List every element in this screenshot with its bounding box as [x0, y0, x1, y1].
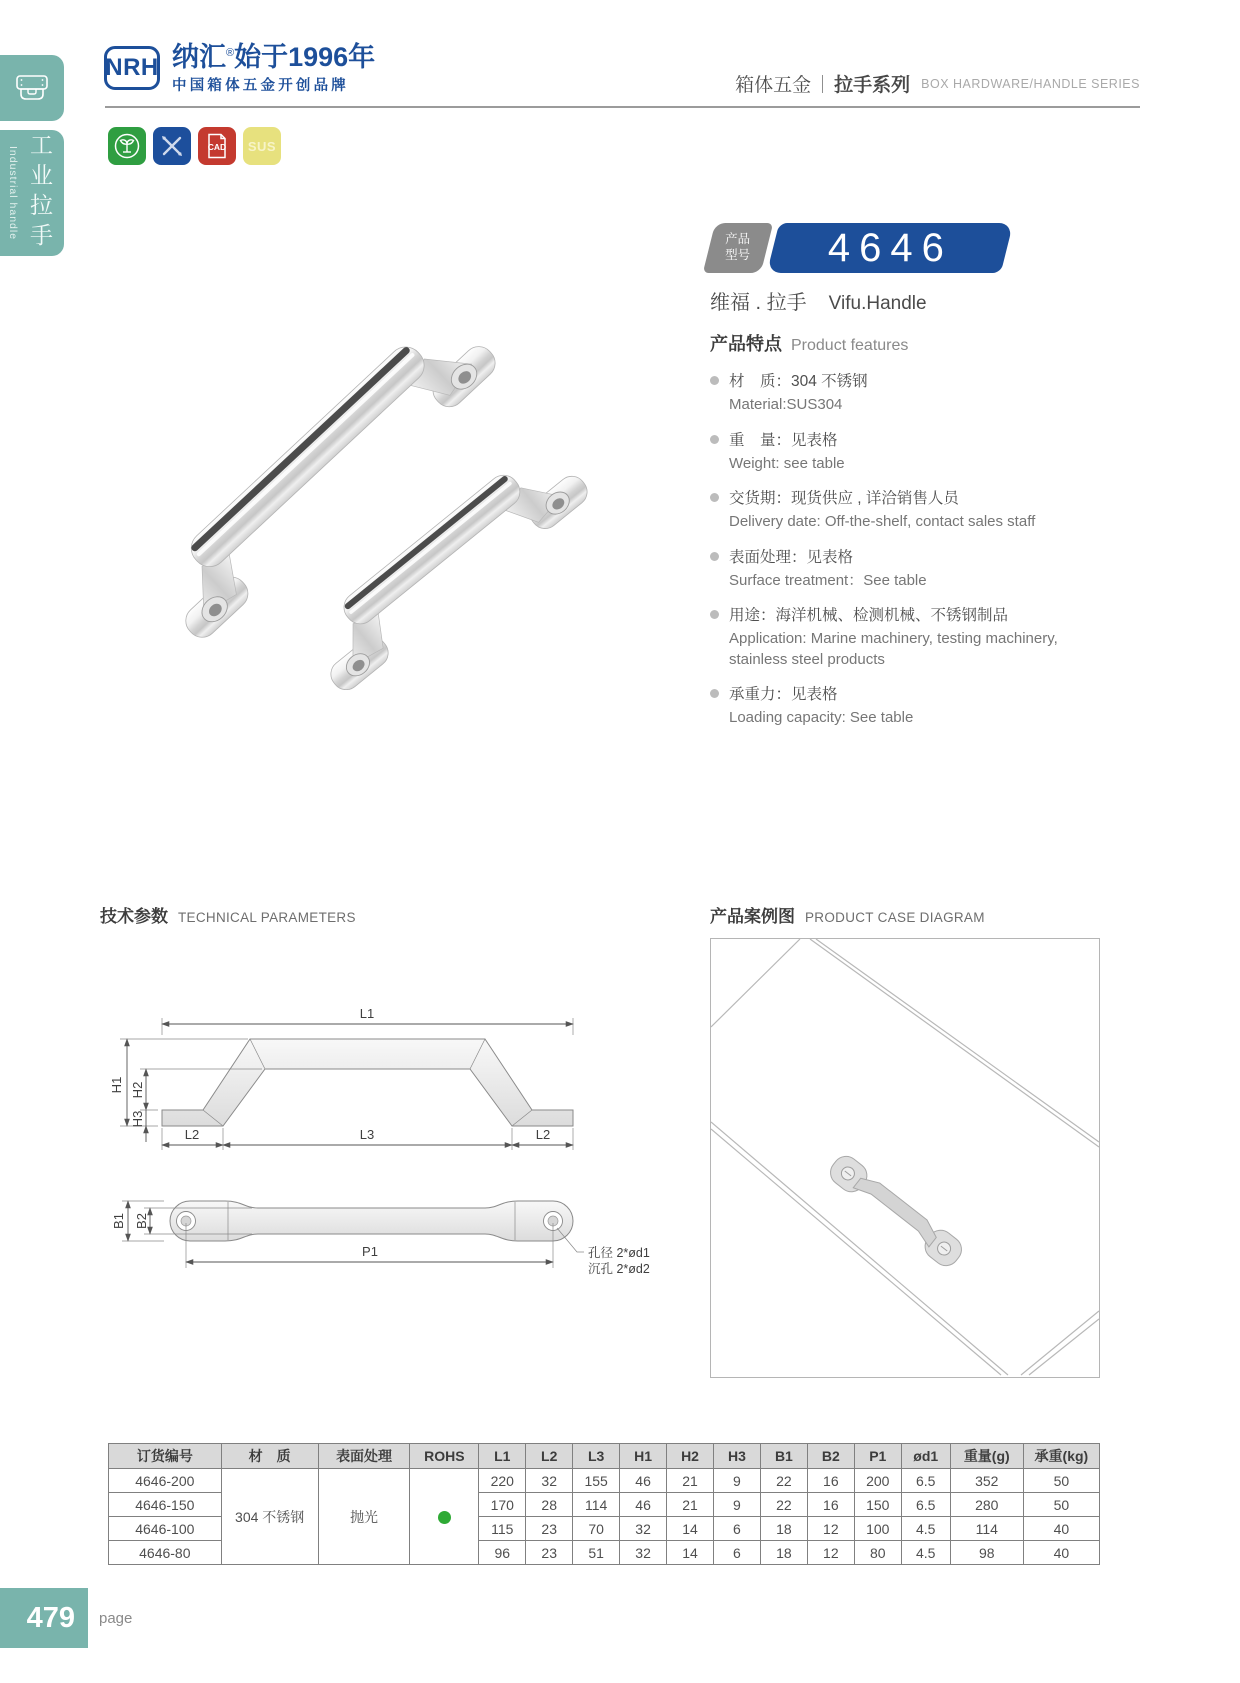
dim-H1: H1	[109, 1076, 124, 1094]
spec-cell: 6.5	[901, 1469, 950, 1493]
model-label-tag: 产品 型号	[703, 223, 773, 273]
spec-cell: 170	[479, 1493, 526, 1517]
table-header-cell: H3	[713, 1444, 760, 1469]
hole-note-2: 沉孔 2*ød2	[588, 1262, 650, 1276]
spec-cell: 98	[950, 1541, 1023, 1565]
page-label: page	[99, 1610, 133, 1627]
tech-parameters-heading: 技术参数 TECHNICAL PARAMETERS	[100, 907, 356, 926]
features-list	[710, 370, 1110, 728]
table-header-cell: 订货编号	[109, 1444, 222, 1469]
feature-item	[710, 604, 1110, 670]
brand-block	[172, 42, 375, 95]
spec-cell: 9	[713, 1493, 760, 1517]
bullet-dot	[710, 689, 719, 698]
spec-cell: 9	[713, 1469, 760, 1493]
spec-cell: 70	[573, 1517, 620, 1541]
spec-cell: 21	[667, 1493, 714, 1517]
sus-icon	[243, 127, 281, 165]
order-number-cell: 4646-100	[109, 1517, 222, 1541]
dim-H2: H2	[130, 1081, 145, 1099]
handle-large	[146, 304, 502, 644]
feature-text-en: Surface treatment：See table	[729, 571, 927, 589]
series-divider	[822, 75, 823, 93]
feature-item	[710, 370, 1110, 416]
table-header-cell: ROHS	[410, 1444, 479, 1469]
spec-cell: 46	[620, 1469, 667, 1493]
spec-cell: 22	[760, 1493, 807, 1517]
spec-cell: 21	[667, 1469, 714, 1493]
dim-B1: B1	[111, 1213, 126, 1229]
series-cn-right: 拉手系列	[834, 75, 911, 96]
feature-text-en: Application: Marine machinery, testing machinery, stainless steel products	[729, 630, 1058, 668]
product-case-diagram	[710, 938, 1100, 1378]
spec-cell: 4.5	[901, 1541, 950, 1565]
hole-note-1: 孔径 2*ød1	[588, 1246, 650, 1260]
sidebar-category-cn: 工业拉手	[27, 133, 53, 253]
spec-cell: 6	[713, 1517, 760, 1541]
spec-cell: 200	[854, 1469, 901, 1493]
spec-cell: 6	[713, 1541, 760, 1565]
dim-L2-left: L2	[184, 1127, 200, 1142]
dim-B2: B2	[134, 1213, 149, 1229]
model-number: 4646	[827, 225, 953, 270]
feature-text-en: Weight: see table	[729, 454, 845, 472]
nrh-logo: NRH	[104, 46, 160, 90]
series-en: BOX HARDWARE/HANDLE SERIES	[921, 76, 1140, 91]
table-header-cell: 承重(kg)	[1023, 1444, 1099, 1469]
spec-cell: 28	[526, 1493, 573, 1517]
page-number: 479	[26, 1601, 75, 1634]
spec-cell: 40	[1023, 1541, 1099, 1565]
spec-table	[108, 1443, 1100, 1565]
feature-text-cn: 材 质：304 不锈钢	[729, 373, 868, 390]
sus-label: SUS	[247, 138, 277, 154]
feature-item	[710, 429, 1110, 475]
table-header-cell: H1	[620, 1444, 667, 1469]
spec-cell: 14	[667, 1541, 714, 1565]
spec-cell: 114	[950, 1517, 1023, 1541]
spec-cell: 32	[620, 1517, 667, 1541]
spec-cell: 18	[760, 1541, 807, 1565]
table-header-cell: 材 质	[221, 1444, 318, 1469]
spec-cell: 32	[620, 1541, 667, 1565]
product-photo	[100, 270, 620, 690]
bullet-dot	[710, 435, 719, 444]
cad-label: CAD	[207, 142, 227, 152]
spec-cell: 12	[807, 1541, 854, 1565]
table-header-cell: P1	[854, 1444, 901, 1469]
feature-text-cn: 用途：海洋机械、检测机械、不锈钢制品	[729, 607, 1009, 624]
page-number-box	[0, 1588, 88, 1648]
table-header-cell: L1	[479, 1444, 526, 1469]
spec-cell: 16	[807, 1469, 854, 1493]
spec-cell: 40	[1023, 1517, 1099, 1541]
feature-item	[710, 683, 1110, 729]
surface-cell: 抛光	[318, 1469, 410, 1565]
handle-small	[298, 436, 593, 690]
table-header-row	[109, 1444, 1100, 1469]
feature-text-cn: 交货期：现货供应 , 详洽销售人员	[729, 490, 959, 507]
dim-L1: L1	[359, 1006, 375, 1021]
table-header-cell: 重量(g)	[950, 1444, 1023, 1469]
sidebar-tab-top	[0, 55, 64, 121]
brand-subtitle: 中国箱体五金开创品牌	[172, 78, 349, 95]
dim-P1: P1	[362, 1244, 378, 1259]
certification-icons	[108, 127, 281, 165]
material-cell: 304 不锈钢	[221, 1469, 318, 1565]
spec-cell: 150	[854, 1493, 901, 1517]
order-number-cell: 4646-200	[109, 1469, 222, 1493]
table-header-cell: 表面处理	[318, 1444, 410, 1469]
case-handle-illustration	[825, 1151, 966, 1271]
spec-cell: 155	[573, 1469, 620, 1493]
spec-cell: 114	[573, 1493, 620, 1517]
spec-cell: 18	[760, 1517, 807, 1541]
cad-file-icon	[198, 127, 236, 165]
features-title: 产品特点 Product features	[710, 334, 909, 354]
table-header-cell: H2	[667, 1444, 714, 1469]
case-diagram-heading: 产品案例图 PRODUCT CASE DIAGRAM	[710, 907, 985, 926]
spec-cell: 51	[573, 1541, 620, 1565]
case-latch-icon	[14, 73, 50, 103]
spec-cell: 50	[1023, 1493, 1099, 1517]
spec-cell: 220	[479, 1469, 526, 1493]
bullet-dot	[710, 552, 719, 561]
feature-text-cn: 表面处理：见表格	[729, 548, 854, 566]
rohs-cell	[410, 1469, 479, 1565]
spec-cell: 4.5	[901, 1517, 950, 1541]
spec-cell: 100	[854, 1517, 901, 1541]
feature-text-en: Delivery date: Off-the-shelf, contact sales staff	[729, 513, 1036, 531]
table-header-cell: L2	[526, 1444, 573, 1469]
spec-cell: 115	[479, 1517, 526, 1541]
design-tools-icon	[153, 127, 191, 165]
spec-cell: 23	[526, 1541, 573, 1565]
header-divider	[105, 106, 1140, 108]
model-badge	[705, 223, 1005, 273]
registered-mark: ®	[226, 47, 235, 59]
bullet-dot	[710, 376, 719, 385]
feature-text-en: Material:SUS304	[729, 396, 843, 414]
product-name-cn: 维福 . 拉手	[710, 292, 807, 314]
sidebar-tab-category	[0, 130, 64, 256]
spec-cell: 32	[526, 1469, 573, 1493]
bullet-dot	[710, 493, 719, 502]
table-row	[109, 1469, 1100, 1493]
dim-H3: H3	[130, 1110, 145, 1128]
brand-title: 纳汇®始于1996年	[172, 42, 376, 72]
spec-cell: 352	[950, 1469, 1023, 1493]
feature-text-en: Loading capacity: See table	[729, 709, 914, 726]
product-name	[710, 286, 927, 315]
feature-item	[710, 546, 1110, 592]
spec-cell: 96	[479, 1541, 526, 1565]
sidebar-category-en: Industrial handle	[7, 145, 19, 241]
spec-cell: 14	[667, 1517, 714, 1541]
series-title	[735, 70, 1140, 97]
table-header-cell: L3	[573, 1444, 620, 1469]
feature-item	[710, 487, 1110, 533]
series-cn-left: 箱体五金	[735, 75, 812, 96]
table-header-cell: B2	[807, 1444, 854, 1469]
feature-text-cn: 承重力：见表格	[729, 685, 838, 703]
spec-cell: 46	[620, 1493, 667, 1517]
feature-text-cn: 重 量：见表格	[729, 431, 838, 449]
rohs-dot	[438, 1511, 451, 1524]
order-number-cell: 4646-80	[109, 1541, 222, 1565]
spec-cell: 6.5	[901, 1493, 950, 1517]
spec-cell: 23	[526, 1517, 573, 1541]
product-name-en: Vifu.Handle	[828, 293, 927, 314]
spec-cell: 16	[807, 1493, 854, 1517]
spec-cell: 12	[807, 1517, 854, 1541]
technical-drawing	[100, 938, 660, 1286]
spec-cell: 50	[1023, 1469, 1099, 1493]
features-section	[710, 330, 1110, 741]
model-number-tag	[767, 223, 1013, 273]
spec-cell: 22	[760, 1469, 807, 1493]
table-body	[109, 1469, 1100, 1565]
table-header-cell: B1	[760, 1444, 807, 1469]
dim-L3: L3	[359, 1127, 375, 1142]
spec-cell: 80	[854, 1541, 901, 1565]
rohs-leaf-icon	[108, 127, 146, 165]
spec-cell: 280	[950, 1493, 1023, 1517]
order-number-cell: 4646-150	[109, 1493, 222, 1517]
dim-L2-right: L2	[535, 1127, 551, 1142]
bullet-dot	[710, 610, 719, 619]
table-header-cell: ød1	[901, 1444, 950, 1469]
